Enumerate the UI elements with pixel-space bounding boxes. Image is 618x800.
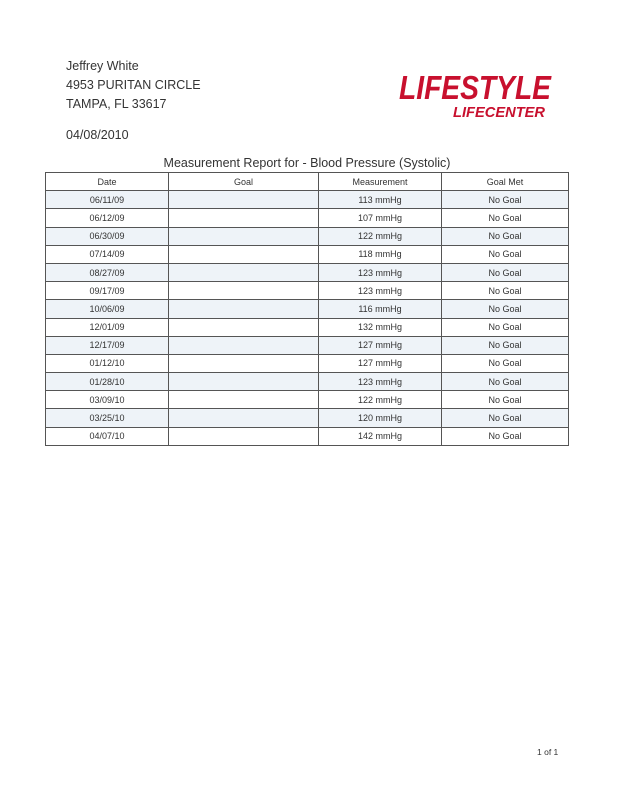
logo-text-lifestyle: LIFESTYLE: [399, 69, 552, 106]
table-row: [46, 427, 569, 445]
cell-date: 01/28/10: [46, 373, 169, 391]
cell-goal-met: No Goal: [442, 336, 569, 354]
table-row: [46, 318, 569, 336]
table-row: [46, 354, 569, 372]
cell-date: 03/09/10: [46, 391, 169, 409]
cell-goal-met: No Goal: [442, 354, 569, 372]
cell-measurement: 127 mmHg: [319, 336, 442, 354]
patient-name: Jeffrey White: [66, 59, 139, 73]
cell-measurement: 116 mmHg: [319, 300, 442, 318]
cell-goal: [169, 409, 319, 427]
column-header-measurement: Measurement: [319, 173, 442, 191]
cell-goal-met: No Goal: [442, 282, 569, 300]
cell-date: 09/17/09: [46, 282, 169, 300]
cell-date: 10/06/09: [46, 300, 169, 318]
cell-date: 06/12/09: [46, 209, 169, 227]
cell-date: 04/07/10: [46, 427, 169, 445]
table-row: [46, 282, 569, 300]
cell-goal: [169, 227, 319, 245]
cell-goal: [169, 336, 319, 354]
cell-goal-met: No Goal: [442, 318, 569, 336]
cell-measurement: 142 mmHg: [319, 427, 442, 445]
cell-goal-met: No Goal: [442, 263, 569, 281]
table-row: [46, 409, 569, 427]
cell-measurement: 122 mmHg: [319, 227, 442, 245]
table-row: [46, 391, 569, 409]
table-row: [46, 209, 569, 227]
cell-measurement: 107 mmHg: [319, 209, 442, 227]
table-row: [46, 300, 569, 318]
cell-goal: [169, 263, 319, 281]
patient-address-block: [66, 57, 201, 114]
cell-goal: [169, 373, 319, 391]
report-date: 04/08/2010: [66, 128, 129, 142]
column-header-goal-met: Goal Met: [442, 173, 569, 191]
cell-goal: [169, 191, 319, 209]
cell-goal: [169, 427, 319, 445]
table-row: [46, 191, 569, 209]
cell-goal-met: No Goal: [442, 409, 569, 427]
patient-city-state-zip: TAMPA, FL 33617: [66, 97, 167, 111]
cell-goal-met: No Goal: [442, 227, 569, 245]
column-header-goal: Goal: [169, 173, 319, 191]
cell-goal: [169, 245, 319, 263]
cell-goal: [169, 209, 319, 227]
cell-date: 12/01/09: [46, 318, 169, 336]
cell-goal-met: No Goal: [442, 245, 569, 263]
logo-text-lifecenter: LIFECENTER: [453, 104, 546, 121]
cell-measurement: 118 mmHg: [319, 245, 442, 263]
cell-measurement: 123 mmHg: [319, 282, 442, 300]
cell-goal: [169, 282, 319, 300]
cell-date: 01/12/10: [46, 354, 169, 372]
table-row: [46, 245, 569, 263]
cell-measurement: 122 mmHg: [319, 391, 442, 409]
cell-goal-met: No Goal: [442, 427, 569, 445]
cell-date: 07/14/09: [46, 245, 169, 263]
cell-measurement: 123 mmHg: [319, 263, 442, 281]
report-title: Measurement Report for - Blood Pressure (Systolic): [163, 156, 451, 170]
cell-date: 06/11/09: [46, 191, 169, 209]
cell-goal-met: No Goal: [442, 300, 569, 318]
lifestyle-lifecenter-logo: [398, 66, 554, 122]
cell-measurement: 132 mmHg: [319, 318, 442, 336]
measurement-table: [45, 172, 569, 446]
cell-measurement: 123 mmHg: [319, 373, 442, 391]
patient-street: 4953 PURITAN CIRCLE: [66, 78, 201, 92]
cell-goal: [169, 318, 319, 336]
cell-goal: [169, 391, 319, 409]
page-number: 1 of 1: [537, 747, 559, 757]
table-row: [46, 227, 569, 245]
cell-goal-met: No Goal: [442, 391, 569, 409]
cell-date: 08/27/09: [46, 263, 169, 281]
cell-goal: [169, 300, 319, 318]
cell-measurement: 127 mmHg: [319, 354, 442, 372]
cell-goal: [169, 354, 319, 372]
cell-date: 12/17/09: [46, 336, 169, 354]
cell-measurement: 120 mmHg: [319, 409, 442, 427]
cell-goal-met: No Goal: [442, 191, 569, 209]
cell-date: 06/30/09: [46, 227, 169, 245]
cell-measurement: 113 mmHg: [319, 191, 442, 209]
cell-goal-met: No Goal: [442, 373, 569, 391]
table-row: [46, 336, 569, 354]
table-row: [46, 263, 569, 281]
cell-goal-met: No Goal: [442, 209, 569, 227]
column-header-date: Date: [46, 173, 169, 191]
table-row: [46, 373, 569, 391]
table-header-row: [46, 173, 569, 191]
cell-date: 03/25/10: [46, 409, 169, 427]
